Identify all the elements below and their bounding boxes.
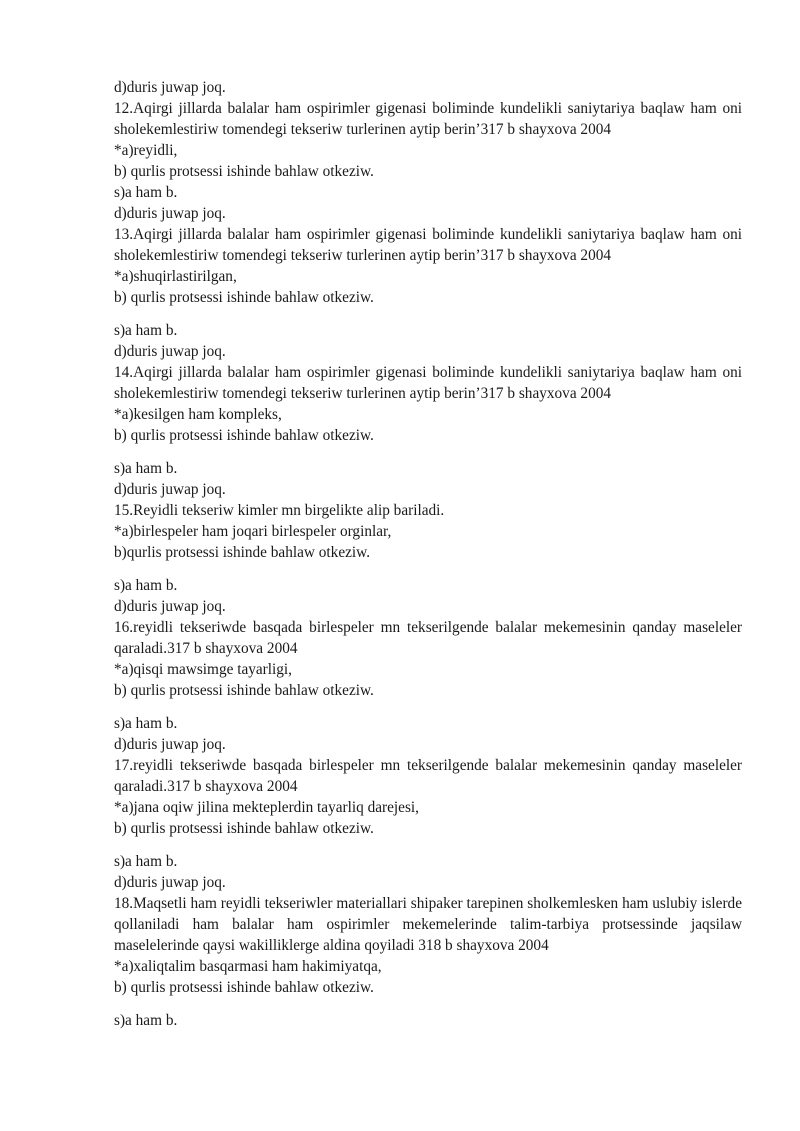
answer-b: b) qurlis protsessi ishinde bahlaw otkeziw. bbox=[114, 820, 374, 837]
answer-s: s)a ham b. bbox=[114, 853, 178, 870]
answer-a: *a)reyidli, bbox=[114, 142, 178, 159]
answer-s: s)a ham b. bbox=[114, 322, 178, 339]
paragraph-gap bbox=[114, 308, 742, 320]
answer-b: b) qurlis protsessi ishinde bahlaw otkeziw. bbox=[114, 163, 374, 180]
answer-d: d)duris juwap joq. bbox=[114, 736, 226, 753]
answer-b: b)qurlis protsessi ishinde bahlaw otkeziw. bbox=[114, 544, 371, 561]
paragraph-gap bbox=[114, 563, 742, 575]
answer-s: s)a ham b. bbox=[114, 715, 178, 732]
question-18: 18.Maqsetli ham reyidli tekseriwler materiallari shipaker tarepinen sholkemlesken ham uslubiy islerde qollaniladi ham balalar ham ospirimler mekemelerinde talim-tarbiya protsessinde jaqsilaw maselelerinde qaysi wakilliklerge aldina qoyiladi 318 b shayxova 2004 bbox=[114, 895, 742, 954]
answer-a: *a)kesilgen ham kompleks, bbox=[114, 406, 282, 423]
answer-d: d)duris juwap joq. bbox=[114, 79, 226, 96]
answer-s: s)a ham b. bbox=[114, 577, 178, 594]
question-16: 16.reyidli tekseriwde basqada birlespeler mn tekserilgende balalar mekemesinin qanday maseleler qaraladi.317 b shayxova 2004 bbox=[114, 619, 742, 657]
answer-d: d)duris juwap joq. bbox=[114, 343, 226, 360]
answer-a: *a)xaliqtalim basqarmasi ham hakimiyatqa, bbox=[114, 958, 382, 975]
answer-s: s)a ham b. bbox=[114, 184, 178, 201]
answer-s: s)a ham b. bbox=[114, 460, 178, 477]
answer-b: b) qurlis protsessi ishinde bahlaw otkeziw. bbox=[114, 289, 374, 306]
answer-a: *a)qisqi mawsimge tayarligi, bbox=[114, 661, 292, 678]
question-12: 12.Aqirgi jillarda balalar ham ospirimler gigenasi boliminde kundelikli saniytariya baqlaw ham oni sholekemlestiriw tomendegi tekseriw turlerinen aytip berin’317 b shayxova 2004 bbox=[114, 100, 742, 138]
question-17: 17.reyidli tekseriwde basqada birlespeler mn tekserilgende balalar mekemesinin qanday maseleler qaraladi.317 b shayxova 2004 bbox=[114, 757, 742, 795]
answer-b: b) qurlis protsessi ishinde bahlaw otkeziw. bbox=[114, 427, 374, 444]
answer-d: d)duris juwap joq. bbox=[114, 481, 226, 498]
paragraph-gap bbox=[114, 446, 742, 458]
question-15: 15.Reyidli tekseriw kimler mn birgelikte alip bariladi. bbox=[114, 502, 445, 519]
paragraph-gap bbox=[114, 839, 742, 851]
answer-b: b) qurlis protsessi ishinde bahlaw otkeziw. bbox=[114, 979, 374, 996]
paragraph-gap bbox=[114, 998, 742, 1010]
document-page bbox=[114, 77, 742, 1031]
answer-a: *a)birlespeler ham joqari birlespeler orginlar, bbox=[114, 523, 392, 540]
answer-s: s)a ham b. bbox=[114, 1012, 178, 1029]
answer-d: d)duris juwap joq. bbox=[114, 874, 226, 891]
answer-d: d)duris juwap joq. bbox=[114, 205, 226, 222]
question-13: 13.Aqirgi jillarda balalar ham ospirimler gigenasi boliminde kundelikli saniytariya baqlaw ham oni sholekemlestiriw tomendegi tekseriw turlerinen aytip berin’317 b shayxova 2004 bbox=[114, 226, 742, 264]
answer-b: b) qurlis protsessi ishinde bahlaw otkeziw. bbox=[114, 682, 374, 699]
answer-a: *a)shuqirlastirilgan, bbox=[114, 268, 237, 285]
answer-a: *a)jana oqiw jilina mekteplerdin tayarliq darejesi, bbox=[114, 799, 419, 816]
paragraph-gap bbox=[114, 701, 742, 713]
question-14: 14.Aqirgi jillarda balalar ham ospirimler gigenasi boliminde kundelikli saniytariya baqlaw ham oni sholekemlestiriw tomendegi tekseriw turlerinen aytip berin’317 b shayxova 2004 bbox=[114, 364, 742, 402]
answer-d: d)duris juwap joq. bbox=[114, 598, 226, 615]
